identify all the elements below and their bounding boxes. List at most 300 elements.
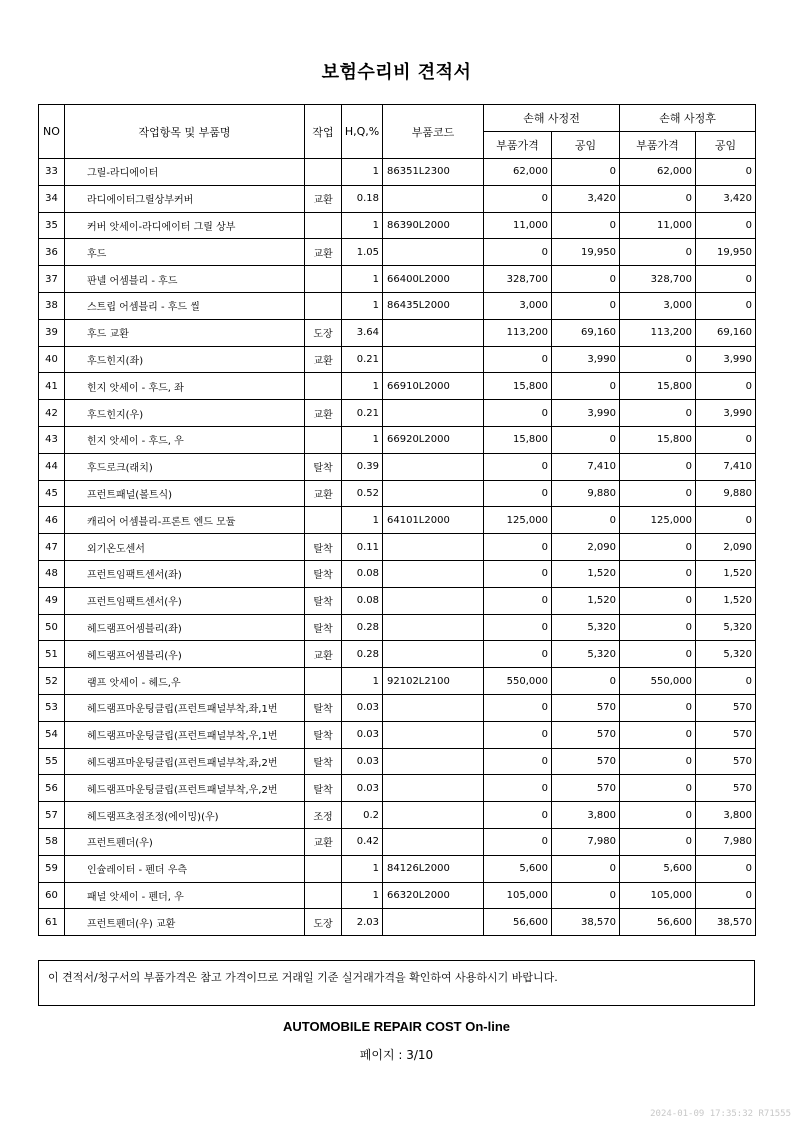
table-row	[39, 775, 756, 802]
cell-part-code: 86390L2000	[383, 212, 484, 239]
cell-work	[305, 668, 342, 695]
cell-no: 42	[39, 400, 65, 427]
cell-part-code	[383, 828, 484, 855]
cell-item-name: 인슐레이터 - 펜더 우측	[65, 855, 305, 882]
table-row	[39, 641, 756, 668]
cell-before-labor: 0	[552, 507, 620, 534]
cell-work: 탈착	[305, 587, 342, 614]
cell-before-part-price: 113,200	[484, 319, 552, 346]
cell-work	[305, 426, 342, 453]
cell-hq: 0.11	[342, 534, 383, 561]
cell-part-code	[383, 453, 484, 480]
cell-no: 60	[39, 882, 65, 909]
cell-before-labor: 570	[552, 748, 620, 775]
cell-work: 교환	[305, 480, 342, 507]
cell-work	[305, 212, 342, 239]
cell-before-labor: 0	[552, 159, 620, 186]
cell-item-name: 헤드램프초점조정(에이밍)(우)	[65, 802, 305, 829]
cell-hq: 0.42	[342, 828, 383, 855]
cell-part-code: 84126L2000	[383, 855, 484, 882]
cell-after-labor: 3,800	[696, 802, 756, 829]
cell-after-part-price: 0	[620, 185, 696, 212]
cell-after-part-price: 113,200	[620, 319, 696, 346]
cell-item-name: 프런트펜더(우)	[65, 828, 305, 855]
cell-hq: 1.05	[342, 239, 383, 266]
cell-part-code	[383, 480, 484, 507]
cell-part-code: 92102L2100	[383, 668, 484, 695]
cell-before-part-price: 328,700	[484, 266, 552, 293]
cell-no: 44	[39, 453, 65, 480]
cell-before-labor: 3,420	[552, 185, 620, 212]
cell-item-name: 그릴-라디에이터	[65, 159, 305, 186]
cell-after-part-price: 15,800	[620, 373, 696, 400]
cell-item-name: 패널 앗세이 - 펜더, 우	[65, 882, 305, 909]
cell-item-name: 프런트패널(볼트식)	[65, 480, 305, 507]
cell-part-code	[383, 400, 484, 427]
cell-before-part-price: 56,600	[484, 909, 552, 936]
table-row	[39, 239, 756, 266]
cell-no: 35	[39, 212, 65, 239]
cell-work	[305, 292, 342, 319]
cell-hq: 3.64	[342, 319, 383, 346]
table-row	[39, 882, 756, 909]
cell-item-name: 외기온도센서	[65, 534, 305, 561]
table-row	[39, 587, 756, 614]
cell-before-part-price: 0	[484, 346, 552, 373]
cell-no: 51	[39, 641, 65, 668]
cell-after-labor: 0	[696, 266, 756, 293]
cell-part-code	[383, 694, 484, 721]
cell-after-part-price: 11,000	[620, 212, 696, 239]
cell-after-part-price: 62,000	[620, 159, 696, 186]
table-row	[39, 694, 756, 721]
cell-after-part-price: 0	[620, 346, 696, 373]
cell-after-labor: 0	[696, 373, 756, 400]
cell-part-code	[383, 614, 484, 641]
cell-item-name: 커버 앗세이-라디에이터 그릴 상부	[65, 212, 305, 239]
cell-after-part-price: 3,000	[620, 292, 696, 319]
cell-item-name: 힌지 앗세이 - 후드, 좌	[65, 373, 305, 400]
cell-after-part-price: 15,800	[620, 426, 696, 453]
cell-before-labor: 9,880	[552, 480, 620, 507]
cell-before-labor: 3,990	[552, 346, 620, 373]
cell-item-name: 후드힌지(좌)	[65, 346, 305, 373]
cell-hq: 1	[342, 855, 383, 882]
cell-no: 50	[39, 614, 65, 641]
cell-work	[305, 855, 342, 882]
cell-work: 도장	[305, 319, 342, 346]
cell-before-labor: 5,320	[552, 641, 620, 668]
header-before-labor: 공임	[552, 132, 620, 159]
cell-after-labor: 570	[696, 694, 756, 721]
cell-work: 탈착	[305, 560, 342, 587]
cell-no: 38	[39, 292, 65, 319]
cell-before-labor: 0	[552, 668, 620, 695]
cell-no: 57	[39, 802, 65, 829]
table-row	[39, 828, 756, 855]
cell-part-code	[383, 534, 484, 561]
table-row	[39, 292, 756, 319]
cell-hq: 0.52	[342, 480, 383, 507]
cell-part-code	[383, 239, 484, 266]
cell-part-code	[383, 185, 484, 212]
cell-work: 탈착	[305, 694, 342, 721]
cell-after-labor: 1,520	[696, 587, 756, 614]
cell-part-code	[383, 775, 484, 802]
cell-after-part-price: 5,600	[620, 855, 696, 882]
cell-part-code	[383, 721, 484, 748]
cell-before-labor: 69,160	[552, 319, 620, 346]
cell-after-labor: 7,410	[696, 453, 756, 480]
cell-work: 탈착	[305, 534, 342, 561]
cell-no: 40	[39, 346, 65, 373]
cell-no: 39	[39, 319, 65, 346]
cell-work: 교환	[305, 346, 342, 373]
cell-after-labor: 0	[696, 855, 756, 882]
notice-text: 이 견적서/청구서의 부품가격은 참고 가격이므로 거래일 기준 실거래가격을 확인하여 사용하시기 바랍니다.	[48, 971, 558, 984]
cell-after-labor: 570	[696, 721, 756, 748]
cell-part-code: 64101L2000	[383, 507, 484, 534]
cell-work	[305, 507, 342, 534]
cell-before-part-price: 15,800	[484, 426, 552, 453]
cell-after-part-price: 56,600	[620, 909, 696, 936]
cell-before-part-price: 3,000	[484, 292, 552, 319]
table-row	[39, 721, 756, 748]
cell-item-name: 후드 교환	[65, 319, 305, 346]
cell-work: 조정	[305, 802, 342, 829]
cell-after-part-price: 0	[620, 721, 696, 748]
table-row	[39, 802, 756, 829]
table-row	[39, 373, 756, 400]
cell-before-labor: 38,570	[552, 909, 620, 936]
cell-item-name: 후드	[65, 239, 305, 266]
cell-hq: 0.03	[342, 694, 383, 721]
cell-hq: 1	[342, 292, 383, 319]
table-row	[39, 614, 756, 641]
cell-hq: 1	[342, 373, 383, 400]
cell-hq: 1	[342, 212, 383, 239]
cell-item-name: 헤드램프마운팅클립(프런트패널부착,좌,2번	[65, 748, 305, 775]
cell-no: 49	[39, 587, 65, 614]
cell-before-labor: 7,980	[552, 828, 620, 855]
table-row	[39, 400, 756, 427]
table-row	[39, 668, 756, 695]
cell-after-labor: 0	[696, 212, 756, 239]
cell-after-labor: 570	[696, 748, 756, 775]
cell-work: 탈착	[305, 721, 342, 748]
cell-hq: 0.03	[342, 775, 383, 802]
table-row	[39, 159, 756, 186]
cell-part-code: 66920L2000	[383, 426, 484, 453]
cell-before-labor: 0	[552, 212, 620, 239]
cell-part-code: 86435L2000	[383, 292, 484, 319]
cell-no: 36	[39, 239, 65, 266]
cell-before-labor: 570	[552, 721, 620, 748]
cell-before-part-price: 125,000	[484, 507, 552, 534]
cell-item-name: 후드로크(래치)	[65, 453, 305, 480]
cell-no: 61	[39, 909, 65, 936]
cell-no: 46	[39, 507, 65, 534]
cell-after-labor: 69,160	[696, 319, 756, 346]
cell-before-part-price: 0	[484, 185, 552, 212]
notice-box	[38, 960, 755, 1006]
cell-work: 도장	[305, 909, 342, 936]
cell-after-labor: 0	[696, 668, 756, 695]
cell-before-part-price: 0	[484, 775, 552, 802]
cell-part-code	[383, 319, 484, 346]
cell-item-name: 프런트임팩트센서(우)	[65, 587, 305, 614]
cell-before-part-price: 15,800	[484, 373, 552, 400]
cell-no: 54	[39, 721, 65, 748]
cell-after-labor: 0	[696, 882, 756, 909]
cell-hq: 0.03	[342, 721, 383, 748]
cell-item-name: 헤드램프마운팅클립(프런트패널부착,우,2번	[65, 775, 305, 802]
cell-before-part-price: 0	[484, 560, 552, 587]
table-row	[39, 212, 756, 239]
cell-after-labor: 0	[696, 507, 756, 534]
cell-before-labor: 1,520	[552, 587, 620, 614]
table-row	[39, 748, 756, 775]
cell-item-name: 헤드램프어셈블리(좌)	[65, 614, 305, 641]
cell-item-name: 판넬 어셈블리 - 후드	[65, 266, 305, 293]
cell-work: 탈착	[305, 453, 342, 480]
cell-before-part-price: 0	[484, 641, 552, 668]
cell-item-name: 힌지 앗세이 - 후드, 우	[65, 426, 305, 453]
cell-before-labor: 19,950	[552, 239, 620, 266]
cell-after-labor: 19,950	[696, 239, 756, 266]
cell-no: 45	[39, 480, 65, 507]
cell-no: 41	[39, 373, 65, 400]
cell-hq: 0.08	[342, 560, 383, 587]
cell-no: 53	[39, 694, 65, 721]
cell-before-part-price: 5,600	[484, 855, 552, 882]
cell-before-labor: 3,990	[552, 400, 620, 427]
cell-hq: 1	[342, 882, 383, 909]
table-row	[39, 534, 756, 561]
cell-after-labor: 0	[696, 426, 756, 453]
cell-hq: 0.39	[342, 453, 383, 480]
cell-part-code	[383, 748, 484, 775]
cell-after-part-price: 0	[620, 560, 696, 587]
cell-work	[305, 882, 342, 909]
cell-part-code	[383, 587, 484, 614]
cell-item-name: 라디에이터그릴상부커버	[65, 185, 305, 212]
cell-after-part-price: 0	[620, 802, 696, 829]
header-no: NO	[39, 105, 65, 159]
cell-before-labor: 7,410	[552, 453, 620, 480]
cell-after-labor: 38,570	[696, 909, 756, 936]
cell-no: 56	[39, 775, 65, 802]
cell-work	[305, 159, 342, 186]
header-before: 손해 사정전	[484, 105, 620, 132]
table-row	[39, 185, 756, 212]
cell-before-part-price: 0	[484, 400, 552, 427]
cell-after-part-price: 105,000	[620, 882, 696, 909]
cell-before-labor: 5,320	[552, 614, 620, 641]
cell-work	[305, 373, 342, 400]
cell-after-part-price: 0	[620, 534, 696, 561]
cell-hq: 0.21	[342, 400, 383, 427]
cell-after-part-price: 0	[620, 641, 696, 668]
cell-work: 교환	[305, 239, 342, 266]
cell-before-labor: 0	[552, 373, 620, 400]
cell-hq: 1	[342, 507, 383, 534]
header-hq: H,Q,%	[342, 105, 383, 159]
cell-part-code	[383, 909, 484, 936]
cell-item-name: 램프 앗세이 - 헤드,우	[65, 668, 305, 695]
cell-hq: 0.21	[342, 346, 383, 373]
table-row	[39, 319, 756, 346]
cell-before-part-price: 105,000	[484, 882, 552, 909]
cell-no: 48	[39, 560, 65, 587]
cell-before-part-price: 0	[484, 480, 552, 507]
cell-no: 47	[39, 534, 65, 561]
cell-before-part-price: 0	[484, 453, 552, 480]
cell-after-labor: 3,990	[696, 400, 756, 427]
cell-part-code	[383, 641, 484, 668]
cell-no: 55	[39, 748, 65, 775]
cell-item-name: 후드힌지(우)	[65, 400, 305, 427]
cell-no: 58	[39, 828, 65, 855]
cell-after-part-price: 0	[620, 828, 696, 855]
header-item: 작업항목 및 부품명	[65, 105, 305, 159]
cell-no: 59	[39, 855, 65, 882]
cell-hq: 1	[342, 266, 383, 293]
cell-before-labor: 0	[552, 882, 620, 909]
cell-after-labor: 0	[696, 292, 756, 319]
cell-work: 교환	[305, 185, 342, 212]
header-after: 손해 사정후	[620, 105, 756, 132]
print-timestamp: 2024-01-09 17:35:32 R71555	[650, 1109, 791, 1119]
cell-after-labor: 3,420	[696, 185, 756, 212]
cell-item-name: 헤드램프어셈블리(우)	[65, 641, 305, 668]
cell-after-labor: 570	[696, 775, 756, 802]
cell-hq: 0.28	[342, 614, 383, 641]
table-row	[39, 560, 756, 587]
cell-after-part-price: 0	[620, 694, 696, 721]
cell-after-part-price: 0	[620, 400, 696, 427]
cell-item-name: 프런트임팩트센서(좌)	[65, 560, 305, 587]
cell-before-part-price: 11,000	[484, 212, 552, 239]
cell-before-labor: 0	[552, 266, 620, 293]
cell-before-part-price: 62,000	[484, 159, 552, 186]
cell-item-name: 스트립 어셈블리 - 후드 씰	[65, 292, 305, 319]
cell-after-part-price: 125,000	[620, 507, 696, 534]
cell-before-labor: 570	[552, 694, 620, 721]
table-row	[39, 426, 756, 453]
cell-hq: 0.28	[342, 641, 383, 668]
cell-part-code: 86351L2300	[383, 159, 484, 186]
cell-after-labor: 1,520	[696, 560, 756, 587]
header-work: 작업	[305, 105, 342, 159]
cell-part-code: 66910L2000	[383, 373, 484, 400]
cell-before-part-price: 0	[484, 828, 552, 855]
table-row	[39, 480, 756, 507]
header-after-part-price: 부품가격	[620, 132, 696, 159]
cell-part-code: 66400L2000	[383, 266, 484, 293]
cell-before-part-price: 0	[484, 748, 552, 775]
cell-work	[305, 266, 342, 293]
cell-after-labor: 9,880	[696, 480, 756, 507]
cell-item-name: 프런트펜더(우) 교환	[65, 909, 305, 936]
cell-before-part-price: 0	[484, 721, 552, 748]
table-row	[39, 266, 756, 293]
cell-work: 탈착	[305, 775, 342, 802]
cell-after-part-price: 0	[620, 775, 696, 802]
cell-after-part-price: 0	[620, 614, 696, 641]
table-row	[39, 346, 756, 373]
cell-work: 교환	[305, 641, 342, 668]
header-before-part-price: 부품가격	[484, 132, 552, 159]
cell-before-part-price: 0	[484, 802, 552, 829]
cell-before-part-price: 0	[484, 534, 552, 561]
cell-hq: 0.03	[342, 748, 383, 775]
cell-no: 34	[39, 185, 65, 212]
cell-before-part-price: 0	[484, 694, 552, 721]
cell-after-labor: 5,320	[696, 641, 756, 668]
cell-before-labor: 3,800	[552, 802, 620, 829]
table-row	[39, 453, 756, 480]
cell-after-labor: 7,980	[696, 828, 756, 855]
cell-after-labor: 0	[696, 159, 756, 186]
page-number: 페이지 : 3/10	[359, 1048, 434, 1062]
cell-before-part-price: 0	[484, 239, 552, 266]
cell-before-part-price: 0	[484, 614, 552, 641]
cell-work: 교환	[305, 400, 342, 427]
cell-after-part-price: 328,700	[620, 266, 696, 293]
cell-item-name: 헤드램프마운팅클립(프런트패널부착,우,1번	[65, 721, 305, 748]
cell-before-part-price: 550,000	[484, 668, 552, 695]
cell-after-labor: 3,990	[696, 346, 756, 373]
cell-after-part-price: 550,000	[620, 668, 696, 695]
table-row	[39, 909, 756, 936]
cell-part-code	[383, 802, 484, 829]
table-header	[39, 105, 756, 159]
cell-before-labor: 0	[552, 292, 620, 319]
cell-before-labor: 0	[552, 426, 620, 453]
cell-after-part-price: 0	[620, 453, 696, 480]
cell-hq: 0.08	[342, 587, 383, 614]
cell-hq: 2.03	[342, 909, 383, 936]
cell-after-part-price: 0	[620, 480, 696, 507]
cell-part-code	[383, 560, 484, 587]
cell-no: 52	[39, 668, 65, 695]
table-row	[39, 507, 756, 534]
cell-work: 탈착	[305, 748, 342, 775]
table-body	[39, 159, 756, 936]
cell-before-labor: 2,090	[552, 534, 620, 561]
cell-part-code	[383, 346, 484, 373]
cell-item-name: 헤드램프마운팅클립(프런트패널부착,좌,1번	[65, 694, 305, 721]
table-row	[39, 855, 756, 882]
brand-footer: AUTOMOBILE REPAIR COST On-line	[282, 1019, 511, 1034]
header-after-labor: 공임	[696, 132, 756, 159]
header-code: 부품코드	[383, 105, 484, 159]
cell-work: 탈착	[305, 614, 342, 641]
cell-no: 43	[39, 426, 65, 453]
cell-hq: 0.18	[342, 185, 383, 212]
cell-after-labor: 2,090	[696, 534, 756, 561]
cell-before-labor: 0	[552, 855, 620, 882]
estimate-table	[38, 104, 756, 936]
cell-hq: 1	[342, 159, 383, 186]
cell-after-part-price: 0	[620, 748, 696, 775]
cell-before-labor: 570	[552, 775, 620, 802]
cell-hq: 1	[342, 426, 383, 453]
document-title: 보험수리비 견적서	[321, 62, 472, 83]
cell-after-part-price: 0	[620, 239, 696, 266]
cell-after-labor: 5,320	[696, 614, 756, 641]
